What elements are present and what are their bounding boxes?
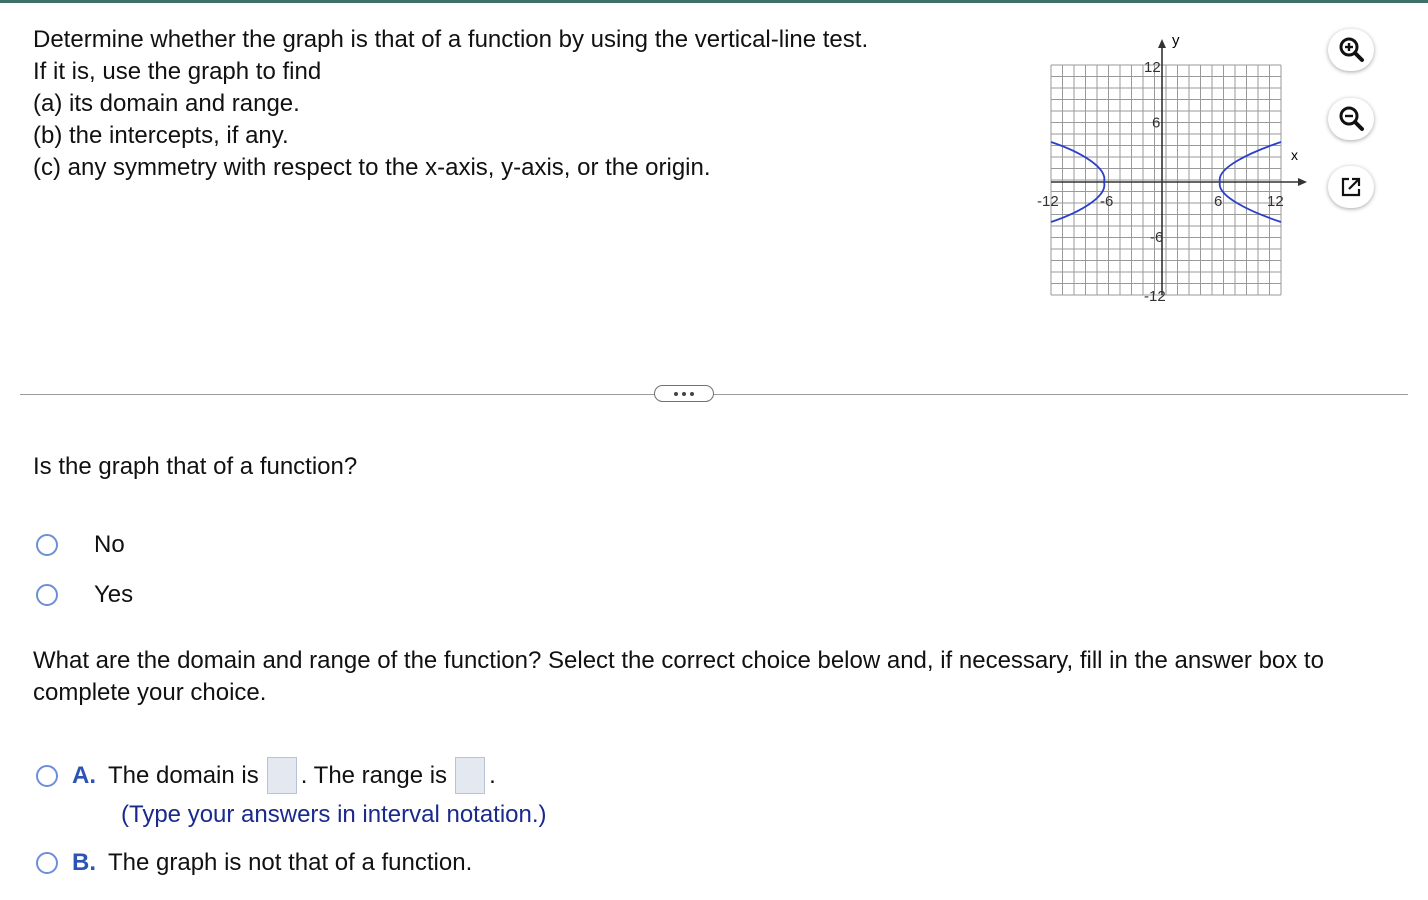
radio-yes[interactable] <box>36 584 58 606</box>
option-no[interactable] <box>36 531 125 559</box>
show-more-button[interactable] <box>654 385 714 402</box>
option-yes-label: Yes <box>94 581 134 608</box>
domain-answer-box[interactable] <box>267 757 297 794</box>
external-link-icon <box>1338 174 1364 200</box>
choice-b[interactable] <box>36 849 472 877</box>
y-tick-label: -6 <box>1150 229 1164 246</box>
y-tick-label: 6 <box>1152 114 1161 132</box>
prompt-line: (c) any symmetry with respect to the x-axis, y-axis, or the origin. <box>33 154 711 181</box>
axes <box>1051 39 1307 295</box>
section-divider <box>20 394 1408 395</box>
choice-a[interactable] <box>36 757 496 794</box>
y-tick-label: -12 <box>1144 288 1166 305</box>
ellipsis-icon <box>674 392 678 396</box>
prompt-line: Determine whether the graph is that of a function by using the vertical-line test. <box>33 26 869 53</box>
prompt-line: If it is, use the graph to find <box>33 58 322 85</box>
prompt-line: (b) the intercepts, if any. <box>33 122 289 149</box>
x-tick-label: -12 <box>1037 193 1059 210</box>
x-tick-label: 6 <box>1214 193 1223 210</box>
choice-a-period: . <box>489 761 496 789</box>
range-answer-box[interactable] <box>455 757 485 794</box>
choice-a-letter: A. <box>72 761 96 789</box>
ellipsis-icon <box>690 392 694 396</box>
interval-notation-hint: (Type your answers in interval notation.) <box>121 801 547 828</box>
zoom-in-button[interactable] <box>1328 29 1374 71</box>
radio-no[interactable] <box>36 534 58 556</box>
graph-svg <box>1030 28 1320 308</box>
y-axis-arrow <box>1158 39 1166 48</box>
choice-a-domain-label: The domain is <box>108 761 259 789</box>
question-function-text: Is the graph that of a function? <box>33 453 358 480</box>
x-tick-label: 12 <box>1267 193 1284 210</box>
ellipsis-icon <box>682 392 686 396</box>
hyperbola-graph <box>1030 28 1320 308</box>
x-tick-label: -6 <box>1100 193 1114 210</box>
x-axis-arrow <box>1298 178 1307 186</box>
radio-choice-b[interactable] <box>36 852 58 874</box>
x-axis-label: x <box>1291 147 1298 163</box>
zoom-out-icon <box>1337 105 1365 133</box>
y-axis-label: y <box>1172 32 1180 49</box>
choice-a-range-label: . The range is <box>300 761 448 789</box>
prompt-line: (a) its domain and range. <box>33 90 300 117</box>
popout-button[interactable] <box>1328 166 1374 208</box>
zoom-out-button[interactable] <box>1328 98 1374 140</box>
option-yes[interactable] <box>36 581 133 609</box>
question-domain-range-text: What are the domain and range of the function? Select the correct choice below and, if necessary, fill in the answer box to complete your choice. <box>33 647 1324 706</box>
zoom-in-icon <box>1337 36 1365 64</box>
option-no-label: No <box>94 531 125 558</box>
grid <box>1051 65 1281 295</box>
problem-statement <box>33 24 868 184</box>
choice-b-text: The graph is not that of a function. <box>108 849 473 876</box>
top-border <box>0 0 1428 3</box>
y-tick-label: 12 <box>1144 59 1161 76</box>
choice-b-letter: B. <box>72 849 96 876</box>
radio-choice-a[interactable] <box>36 765 58 787</box>
